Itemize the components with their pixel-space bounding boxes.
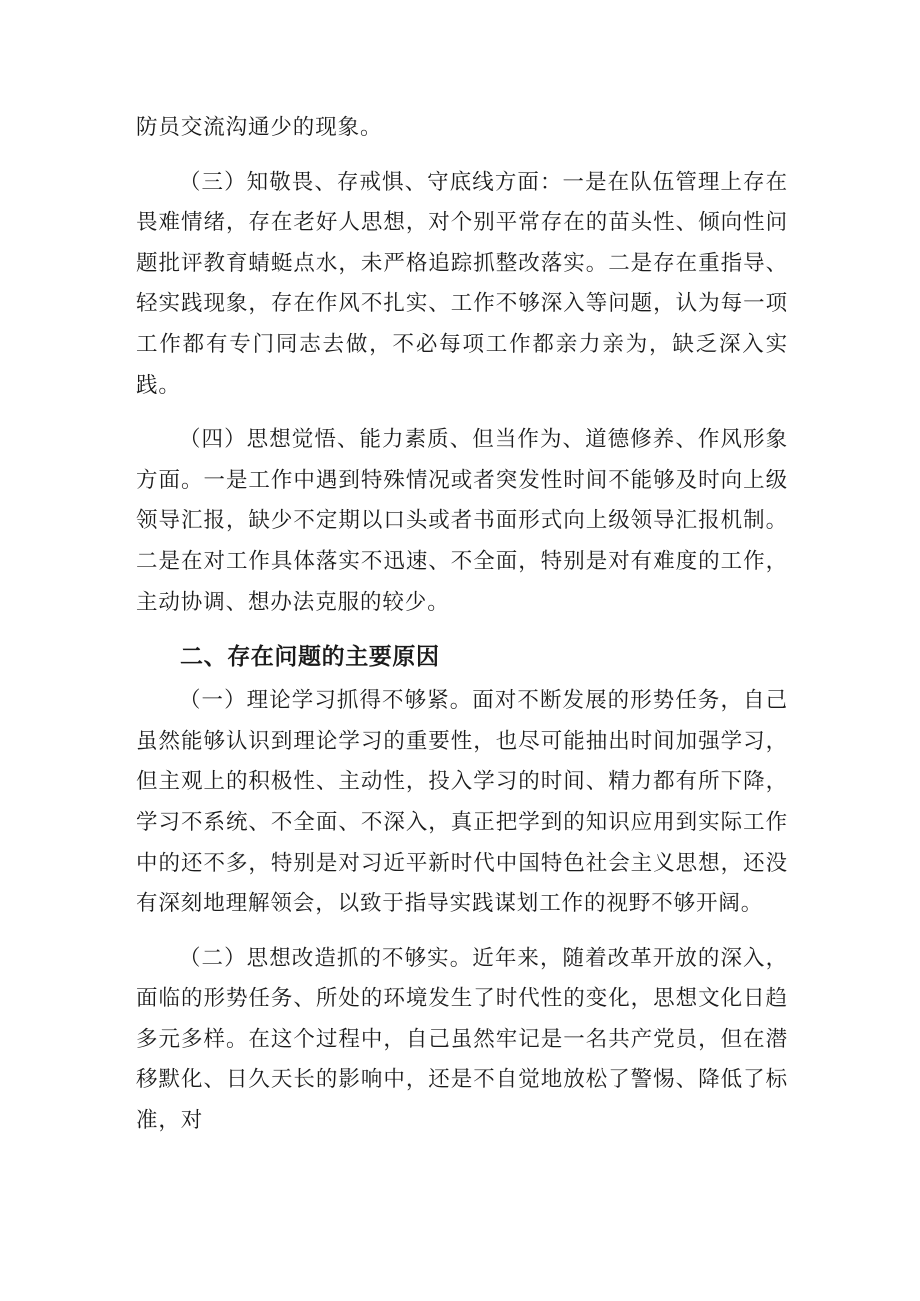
paragraph-continuation: 防员交流沟通少的现象。	[136, 115, 383, 140]
section-heading: 二、存在问题的主要原因	[180, 644, 440, 671]
paragraph-item-4: （四）思想觉悟、能力素质、但当作为、道德修养、作风形象方面。一是工作中遇到特殊情况或者突发性时间不能够及时向上级领导汇报，缺少不定期以口头或者书面形式向上级领导汇报机制。二是在对工作具体落实不迅速、不全面，特别是对有难度的工作，主动协调、想办法克服的较少。	[136, 427, 788, 615]
document-body	[136, 108, 788, 1142]
paragraph-reason-1: （一）理论学习抓得不够紧。面对不断发展的形势任务，自己虽然能够认识到理论学习的重要性，也尽可能抽出时间加强学习，但主观上的积极性、主动性，投入学习的时间、精力都有所下降，学习不系统、不全面、不深入，真正把学到的知识应用到实际工作中的还不多，特别是对习近平新时代中国特色社会主义思想，还没有深刻地理解领会，以致于指导实践谋划工作的视野不够开阔。	[136, 688, 788, 917]
paragraph-item-3: （三）知敬畏、存戒惧、守底线方面：一是在队伍管理上存在畏难情绪，存在老好人思想，对个别平常存在的苗头性、倾向性问题批评教育蜻蜓点水，未严格追踪抓整改落实。二是存在重指导、轻实践现象，存在作风不扎实、工作不够深入等问题，认为每一项工作都有专门同志去做，不必每项工作都亲力亲为，缺乏深入实践。	[136, 169, 788, 398]
paragraph-reason-2: （二）思想改造抓的不够实。近年来，随着改革开放的深入，面临的形势任务、所处的环境发生了时代性的变化，思想文化日趋多元多样。在这个过程中，自己虽然牢记是一名共产党员，但在潜移默化、日久天长的影响中，还是不自觉地放松了警惕、降低了标准，对	[136, 945, 788, 1134]
